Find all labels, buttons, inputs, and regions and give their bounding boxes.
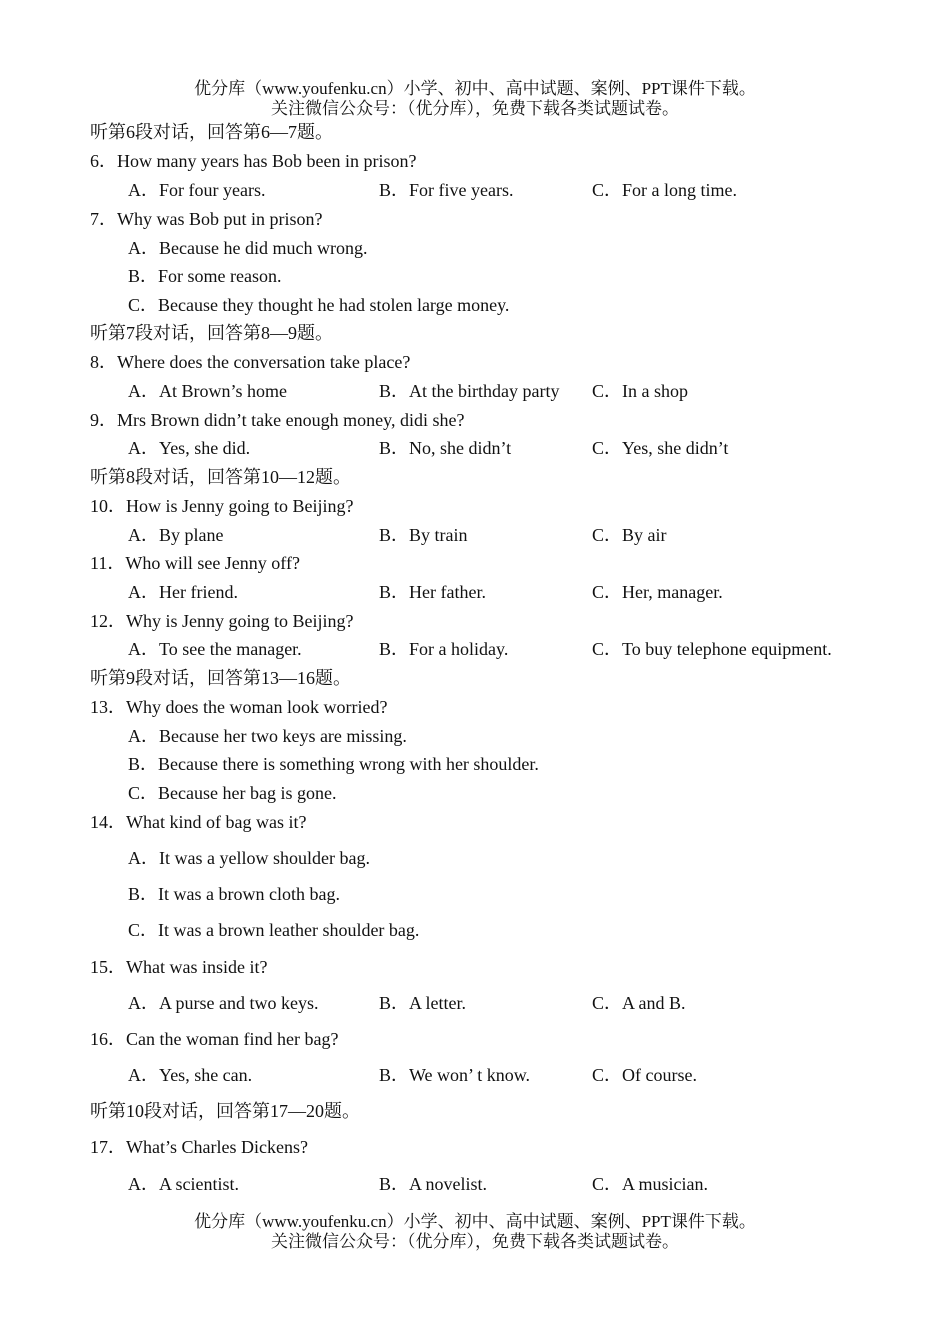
question-7-stem: 7．Why was Bob put in prison?: [90, 209, 323, 229]
question-12-option-c: C．To buy telephone equipment.: [592, 639, 832, 659]
question-10-option-a: A．By plane: [128, 525, 224, 545]
question-14-option-a: A．It was a yellow shoulder bag.: [128, 848, 370, 868]
page-header: [0, 79, 950, 119]
question-13-stem: 13．Why does the woman look worried?: [90, 697, 388, 717]
question-6-option-a: A．For four years.: [128, 180, 266, 200]
question-13-option-a: A．Because her two keys are missing.: [128, 726, 407, 746]
question-7-option-a: A．Because he did much wrong.: [128, 238, 368, 258]
question-17-stem: 17．What’s Charles Dickens?: [90, 1137, 308, 1157]
question-16-stem: 16．Can the woman find her bag?: [90, 1029, 339, 1049]
question-14-option-c: C．It was a brown leather shoulder bag.: [128, 920, 420, 940]
question-12-option-b: B．For a holiday.: [379, 639, 509, 659]
section-heading-6: 听第6段对话，回答第6—7题。: [90, 122, 333, 142]
question-6-option-b: B．For five years.: [379, 180, 514, 200]
section-heading-8: 听第8段对话，回答第10—12题。: [90, 467, 351, 487]
section-heading-10: 听第10段对话，回答第17—20题。: [90, 1101, 360, 1121]
question-11-option-c: C．Her, manager.: [592, 582, 723, 602]
question-10-stem: 10．How is Jenny going to Beijing?: [90, 496, 354, 516]
question-9-option-c: C．Yes, she didn’t: [592, 438, 729, 458]
question-8-option-a: A．At Brown’s home: [128, 381, 287, 401]
section-heading-9: 听第9段对话，回答第13—16题。: [90, 668, 351, 688]
question-8-option-c: C．In a shop: [592, 381, 688, 401]
section-heading-7: 听第7段对话，回答第8—9题。: [90, 323, 333, 343]
question-13-option-c: C．Because her bag is gone.: [128, 783, 337, 803]
question-9-option-a: A．Yes, she did.: [128, 438, 251, 458]
question-7-option-c: C．Because they thought he had stolen large money.: [128, 295, 510, 315]
question-16-option-c: C．Of course.: [592, 1065, 697, 1085]
question-6-option-c: C．For a long time.: [592, 180, 737, 200]
question-10-option-b: B．By train: [379, 525, 468, 545]
page-footer: [0, 1212, 950, 1252]
question-9-option-b: B．No, she didn’t: [379, 438, 512, 458]
question-11-option-b: B．Her father.: [379, 582, 486, 602]
question-10-option-c: C．By air: [592, 525, 667, 545]
question-13-option-b: B．Because there is something wrong with her shoulder.: [128, 754, 539, 774]
question-15-option-c: C．A and B.: [592, 993, 686, 1013]
question-16-option-a: A．Yes, she can.: [128, 1065, 253, 1085]
footer-line-2: 关注微信公众号：（优分库），免费下载各类试题试卷。: [271, 1232, 679, 1251]
footer-line-1: 优分库（www.youfenku.cn）小学、初中、高中试题、案例、PPT课件下载。: [194, 1212, 756, 1231]
question-14-stem: 14．What kind of bag was it?: [90, 812, 307, 832]
question-6-stem: 6．How many years has Bob been in prison?: [90, 151, 417, 171]
question-7-option-b: B．For some reason.: [128, 266, 282, 286]
header-line-1: 优分库（www.youfenku.cn）小学、初中、高中试题、案例、PPT课件下载。: [194, 79, 756, 98]
question-8-stem: 8．Where does the conversation take place?: [90, 352, 411, 372]
question-8-option-b: B．At the birthday party: [379, 381, 560, 401]
question-15-option-b: B．A letter.: [379, 993, 466, 1013]
question-15-option-a: A．A purse and two keys.: [128, 993, 319, 1013]
question-17-option-c: C．A musician.: [592, 1174, 708, 1194]
question-11-option-a: A．Her friend.: [128, 582, 238, 602]
question-9-stem: 9．Mrs Brown didn’t take enough money, didi she?: [90, 410, 465, 430]
header-line-2: 关注微信公众号：（优分库），免费下载各类试题试卷。: [271, 99, 679, 118]
question-17-option-b: B．A novelist.: [379, 1174, 488, 1194]
question-11-stem: 11．Who will see Jenny off?: [90, 553, 300, 573]
question-17-option-a: A．A scientist.: [128, 1174, 239, 1194]
question-15-stem: 15．What was inside it?: [90, 957, 268, 977]
question-14-option-b: B．It was a brown cloth bag.: [128, 884, 340, 904]
question-12-stem: 12．Why is Jenny going to Beijing?: [90, 611, 354, 631]
question-12-option-a: A．To see the manager.: [128, 639, 302, 659]
question-16-option-b: B．We won’ t know.: [379, 1065, 531, 1085]
